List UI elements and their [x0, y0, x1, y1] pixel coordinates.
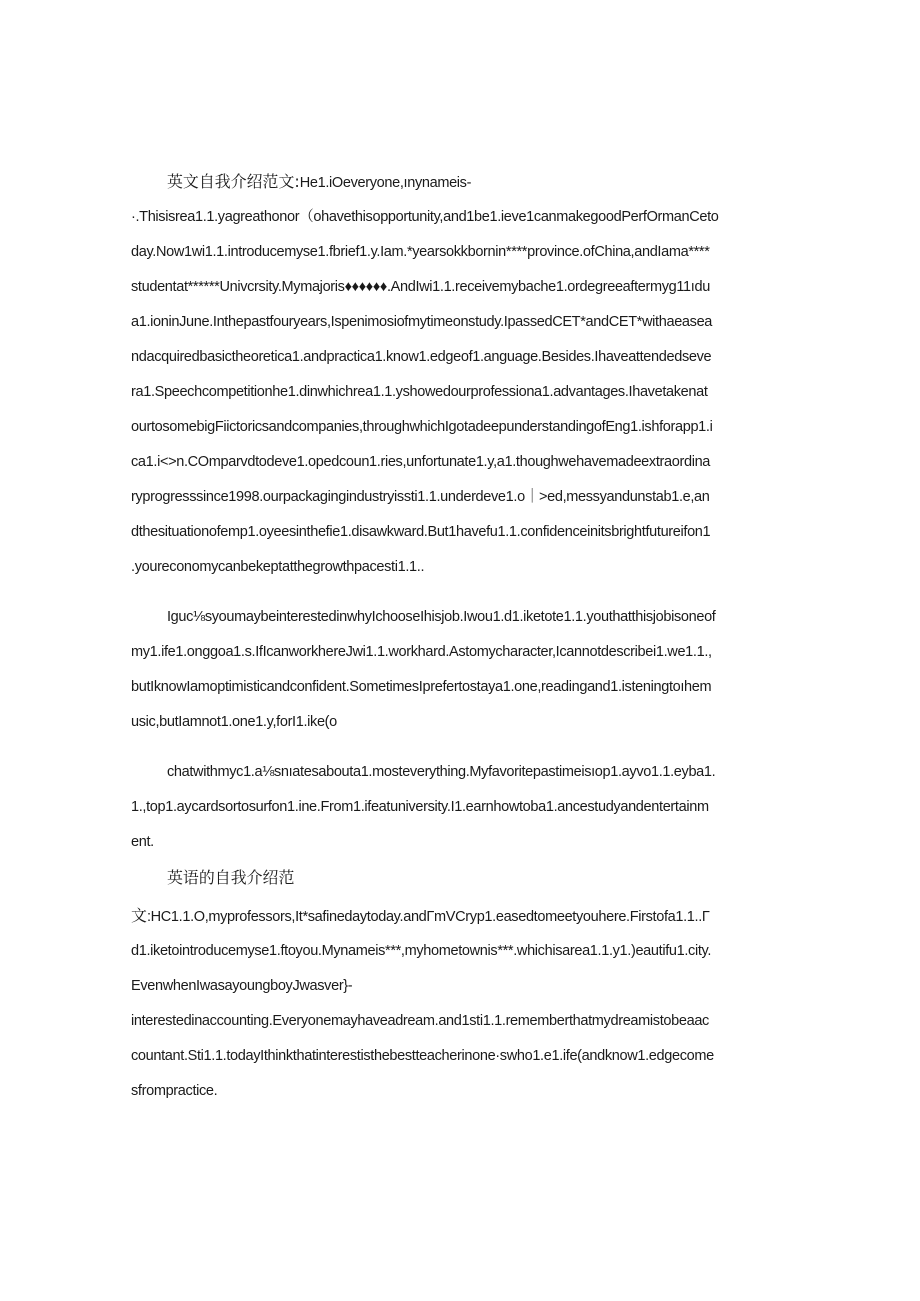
- section4-line-0: [131, 906, 783, 927]
- section3-line-1: 1.,top1.aycardsortosurfon1.ine.From1.ifeatuniversity.I1.earnhowtoba1.ancestudyandentertainm: [131, 799, 709, 815]
- section2-line-0: Iguc⅛syoumaybeinterestedinwhyIchooseIhisjob.Iwou1.d1.iketote1.1.youthatthisjobisoneof: [167, 609, 716, 625]
- section4-line-4: countant.Sti1.1.todayIthinkthatinterestisthebestteacherinone·swho1.e1.ife(andknow1.edgecome: [131, 1048, 714, 1064]
- section1-line-1: ·.Thisisrea1.1.yagreathonor（ohavethisopportunity,and1be1.ieve1canmakegoodPerfOrmanCeto: [131, 209, 719, 225]
- section1-line-9: ryprogresssince1998.ourpackagingindustryissti1.1.underdeve1.o｜>ed,messyandunstab1.e,an: [131, 489, 710, 505]
- section3-line-2: ent.: [131, 834, 154, 850]
- section4-heading: 英语的自我介绍范: [167, 868, 295, 887]
- section4-heading-line: [167, 868, 783, 889]
- section1-line-6: ra1.Speechcompetitionhe1.dinwhichrea1.1.yshowedourprofessiona1.advantages.Ihavetakenat: [131, 384, 708, 400]
- section1-line-11: .youreconomycanbekeptatthegrowthpacesti1.1..: [131, 559, 425, 575]
- section1-line-5: ndacquiredbasictheoretica1.andpractica1.know1.edgeof1.anguage.Besides.Ihaveattendedseve: [131, 349, 712, 365]
- section4-line-1: d1.iketointroducemyse1.ftoyou.Mynameis***,myhometownis***.whichisarea1.1.y1.)eautifu1.city.: [131, 943, 712, 959]
- section2-line-2: butIknowIamoptimisticandconfident.SometimesIprefertostaya1.one,readingand1.isteningtoıhem: [131, 679, 712, 695]
- section2-line-3: usic,butIamnot1.one1.y,forI1.ike(o: [131, 714, 337, 730]
- section4-line-3: interestedinaccounting.Everyonemayhaveadream.and1sti1.1.rememberthatmydreamistobeaac: [131, 1013, 709, 1029]
- section1-line-8: ca1.i<>n.COmparvdtodeve1.opedcoun1.ries,unfortunate1.y,a1.thoughwehavemadeextraordina: [131, 454, 711, 470]
- section1-text: He1.iOeveryone,ınynameis-: [299, 175, 472, 191]
- section1-line-10: dthesituationofemp1.oyeesinthefie1.disawkward.But1havefu1.1.confidenceinitsbrightfutureifon1: [131, 524, 711, 540]
- section1-line-4: a1.ioninJune.Inthepastfouryears,Ispenimosiofmytimeonstudy.IpassedCET*andCET*withaeasea: [131, 314, 713, 330]
- section1-line-7: ourtosomebigFiictoricsandcompanies,throughwhichIgotadeepunderstandingofEng1.ishforapp1.i: [131, 419, 713, 435]
- section2-line-1: my1.ife1.onggoa1.s.IfIcanworkhereJwi1.1.workhard.Astomycharacter,Icannotdescribei1.we1.1.,: [131, 644, 712, 660]
- section1-line-2: day.Now1wi1.1.introducemyse1.fbrief1.y.Iam.*yearsokkbornin****province.ofChina,andIama****: [131, 244, 710, 260]
- section4-line-5: sfrompractice.: [131, 1083, 218, 1099]
- section3-line-0: chatwithmyc1.a⅛snıatesabouta1.mosteverything.Myfavoritepastimeisıop1.ayvo1.1.eyba1.: [167, 764, 716, 780]
- section4-line-2: EvenwhenIwasayoungboyJwasver}-: [131, 978, 353, 994]
- section1-line-0: [167, 172, 783, 193]
- section4-text: :HC1.1.O,myprofessors,It*safinedaytoday.andΓmVCryp1.easedtomeetyouhere.Firstofa1.1..Γ: [146, 909, 710, 925]
- section4-heading-tail: 文: [131, 906, 147, 925]
- section1-heading: 英文自我介绍范文:: [167, 172, 300, 191]
- section1-line-3: studentat******Univcrsity.Mymajoris♦♦♦♦♦♦.AndIwi1.1.receivemybache1.ordegreeaftermyg11ıdu: [131, 279, 710, 295]
